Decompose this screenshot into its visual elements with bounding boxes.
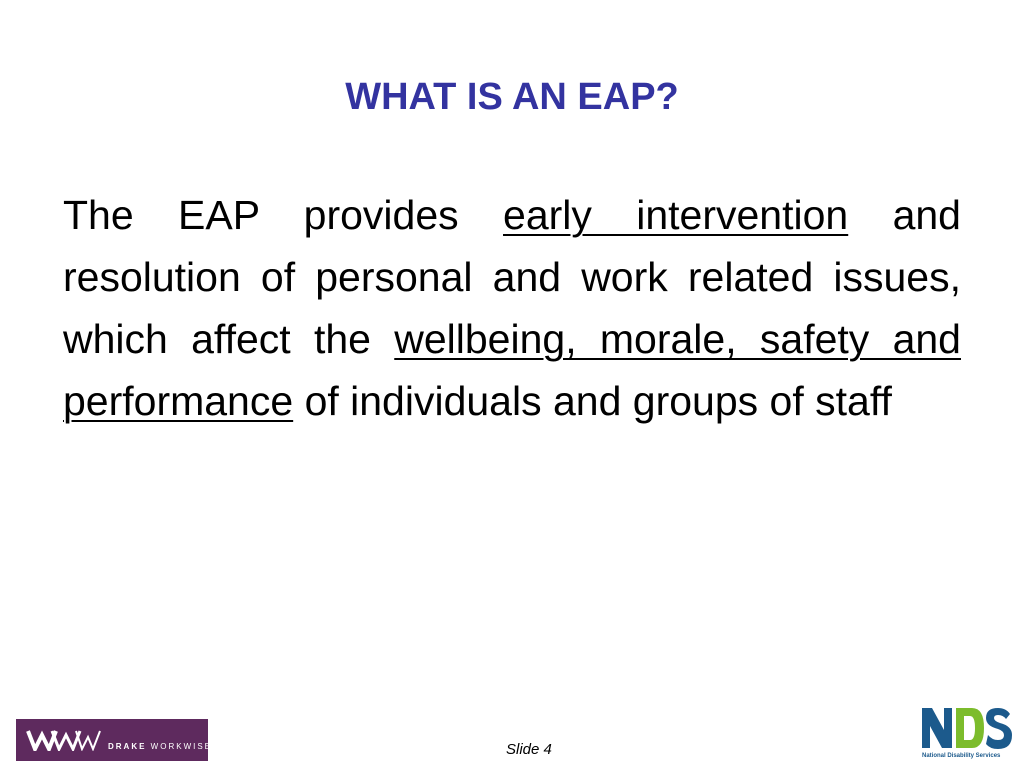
nds-tagline: National Disability Services [922,753,1001,759]
body-text-segment: of individuals and groups of staff [293,378,892,424]
slide-number: Slide 4 [506,741,552,758]
body-underlined-phrase: wellbeing, morale, safety and performance [63,316,961,424]
body-underlined-phrase: early intervention [503,192,849,238]
drake-w-logo-icon [26,729,102,751]
nds-logo-icon [920,704,1014,752]
slide-body-text [63,184,961,432]
slide-title: WHAT IS AN EAP? [345,76,679,118]
body-text-segment: The EAP provides [63,192,504,238]
drake-wordmark-bold: DRAKE [108,742,147,751]
nds-logo [920,704,1014,764]
drake-workwise-wordmark [108,742,212,751]
drake-wordmark-rest: WORKWISE [146,742,213,751]
body-text-segment: and resolution of personal and work related issues, which affect the [63,192,961,362]
drake-workwise-logo [16,719,213,761]
